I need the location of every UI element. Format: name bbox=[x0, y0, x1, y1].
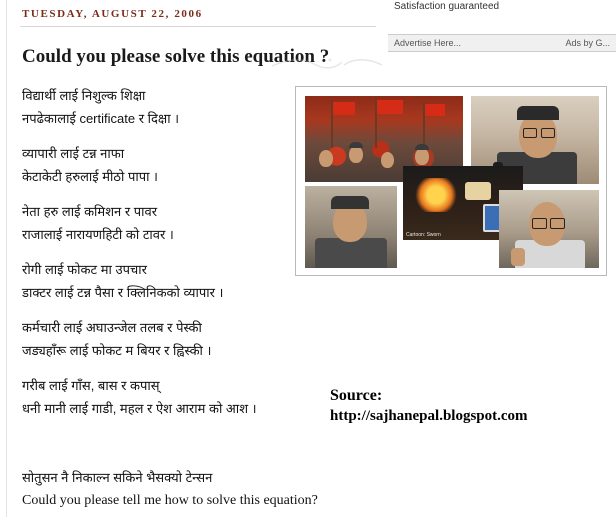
post-date: TUESDAY, AUGUST 22, 2006 bbox=[22, 8, 203, 20]
source-label: Source: bbox=[330, 387, 383, 404]
image-collage bbox=[295, 86, 607, 276]
leader-portrait-photo bbox=[305, 186, 397, 268]
cartoon-caption: Cartoon: Sworn bbox=[406, 232, 441, 238]
poem-stanza bbox=[22, 316, 292, 362]
poem-closing bbox=[22, 466, 422, 512]
poem-body bbox=[22, 84, 292, 432]
poem-line: गरीब लाई गाँस, बास र कपास् bbox=[22, 378, 160, 393]
source-block bbox=[330, 386, 528, 427]
poem-stanza bbox=[22, 374, 292, 420]
advertise-here-link[interactable]: Advertise Here... bbox=[394, 38, 462, 48]
decorative-swirl-icon bbox=[270, 56, 390, 70]
poem-line: रोगी लाई फोकट मा उपचार bbox=[22, 262, 147, 277]
source-url[interactable]: http://sajhanepal.blogspot.com bbox=[330, 408, 528, 424]
advertisement-strip bbox=[388, 0, 616, 52]
poem-line: नपढेकालाई certificate र दिक्षा । bbox=[22, 111, 180, 126]
poem-stanza bbox=[22, 200, 292, 246]
poem-stanza bbox=[22, 258, 292, 304]
poem-line: धनी मानी लाई गाडी, महल र ऐश आराम को आश । bbox=[22, 401, 257, 416]
poem-line: व्यापारी लाई टन्न नाफा bbox=[22, 146, 125, 161]
ad-footer-bar bbox=[388, 34, 616, 52]
poem-line: विद्यार्थी लाई निशुल्क शिक्षा bbox=[22, 88, 146, 103]
official-with-glasses-photo bbox=[499, 190, 599, 268]
post-title: Could you please solve this equation ? bbox=[22, 45, 330, 67]
ad-headline-text: Satisfaction guaranteed bbox=[394, 1, 500, 12]
poem-stanza bbox=[22, 84, 292, 130]
closing-line-english: Could you please tell me how to solve this equation? bbox=[22, 493, 318, 508]
poem-line: जड्यहाँरू लाई फोकट म बियर र ह्विस्की । bbox=[22, 343, 212, 358]
poem-line: कर्मचारी लाई अघाउन्जेल तलब र पेस्की bbox=[22, 320, 202, 335]
poem-stanza bbox=[22, 142, 292, 188]
ads-by-google-label[interactable]: Ads by G... bbox=[565, 38, 610, 48]
poem-line: राजालाई नारायणहिटी को टावर । bbox=[22, 227, 174, 242]
poem-line: नेता हरु लाई कमिशन र पावर bbox=[22, 204, 158, 219]
closing-line-nepali: सोतुसन नै निकाल्न सकिने भैसक्यो टेन्सन bbox=[22, 470, 213, 485]
page-left-edge bbox=[0, 0, 7, 520]
date-divider bbox=[20, 26, 376, 27]
poem-line: केटाकेटी हरुलाई मीठो पापा । bbox=[22, 169, 158, 184]
poem-line: डाक्टर लाई टन्न पैसा र क्लिनिकको व्यापार । bbox=[22, 285, 224, 300]
